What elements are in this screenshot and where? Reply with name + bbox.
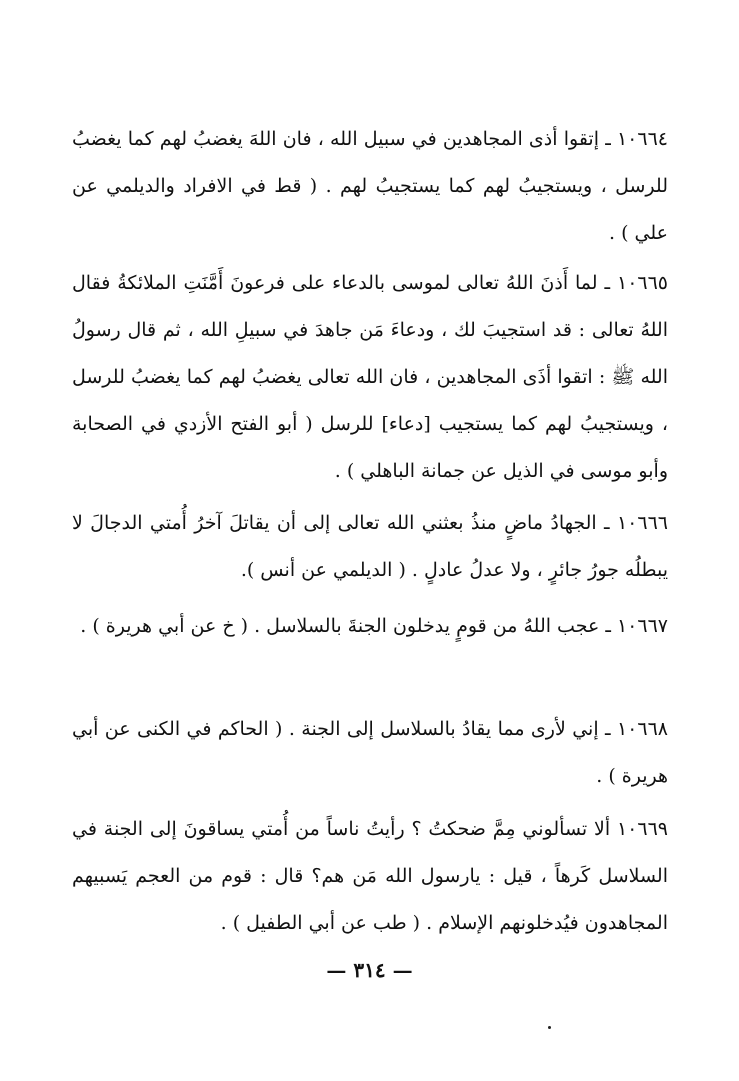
hadith-dash: ـ — [598, 718, 611, 740]
hadith-text: ألا تسألوني مِمَّ ضحكتُ ؟ رأيتُ ناساً من أُمتي يساقونَ إلى الجنة في السلاسل كَرهاً ، قيل : يارسول الله مَن هم؟ قال : قوم من العجم يَسبيهم المجاهدون فيُدخلونهم الإسلام . ( طب عن أبي الطفيل ) . — [72, 818, 668, 934]
hadith-number: ١٠٦٦٤ — [616, 128, 668, 150]
hadith-number: ١٠٦٦٦ — [616, 512, 668, 534]
hadith-dash: ـ — [597, 272, 611, 294]
hadith-number: ١٠٦٦٨ — [616, 718, 668, 740]
hadith-dash: ـ — [599, 128, 611, 150]
hadith-10666 — [72, 500, 668, 594]
hadith-text: لما أَذنَ اللهُ تعالى لموسى بالدعاء على فرعونَ أَمَّنَتِ الملائكةُ فقال اللهُ تعالى : قد استجيبَ لك ، ودعاءَ مَن جاهدَ في سبيلِ الله ، ثم قال رسولُ الله ﷺ : اتقوا أذَى المجاهدين ، فان الله تعالى يغضبُ لهم كما يغضبُ للرسل ، ويستجيبُ لهم كما يستجيب [دعاء] للرسل ( أبو الفتح الأزدي في الصحابة وأبو موسى في الذيل عن جمانة الباهلي ) . — [72, 272, 668, 482]
hadith-10668 — [72, 706, 668, 800]
hadith-number: ١٠٦٦٧ — [616, 615, 668, 637]
hadith-text: إتقوا أذى المجاهدين في سبيل الله ، فان اللهَ يغضبُ لهم كما يغضبُ للرسل ، ويستجيبُ لهم كما يستجيبُ لهم . ( قط في الافراد والديلمي عن علي ) . — [72, 128, 668, 244]
hadith-number: ١٠٦٦٩ — [616, 818, 668, 840]
hadith-dash: ـ — [596, 512, 610, 534]
hadith-10665 — [72, 260, 668, 495]
hadith-dash: ـ — [599, 615, 611, 637]
hadith-text: عجب اللهُ من قومٍ يدخلون الجنةَ بالسلاسل . ( خ عن أبي هريرة ) . — [80, 615, 600, 637]
hadith-text: الجهادُ ماضٍ منذُ بعثني الله تعالى إلى أن يقاتلَ آخرُ أُمتي الدجالَ لا يبطلُه جورُ جائرٍ ، ولا عدلُ عادلٍ . ( الديلمي عن أنس ). — [72, 512, 668, 581]
hadith-text: إني لأرى مما يقادُ بالسلاسل إلى الجنة . ( الحاكم في الكنى عن أبي هريرة ) . — [72, 718, 668, 787]
ink-speck — [548, 1026, 551, 1029]
page-number: — ٣١٤ — — [326, 958, 413, 982]
hadith-10667 — [72, 603, 668, 650]
hadith-10669 — [72, 806, 668, 947]
hadith-number: ١٠٦٦٥ — [616, 272, 669, 294]
hadith-10664 — [72, 116, 668, 257]
